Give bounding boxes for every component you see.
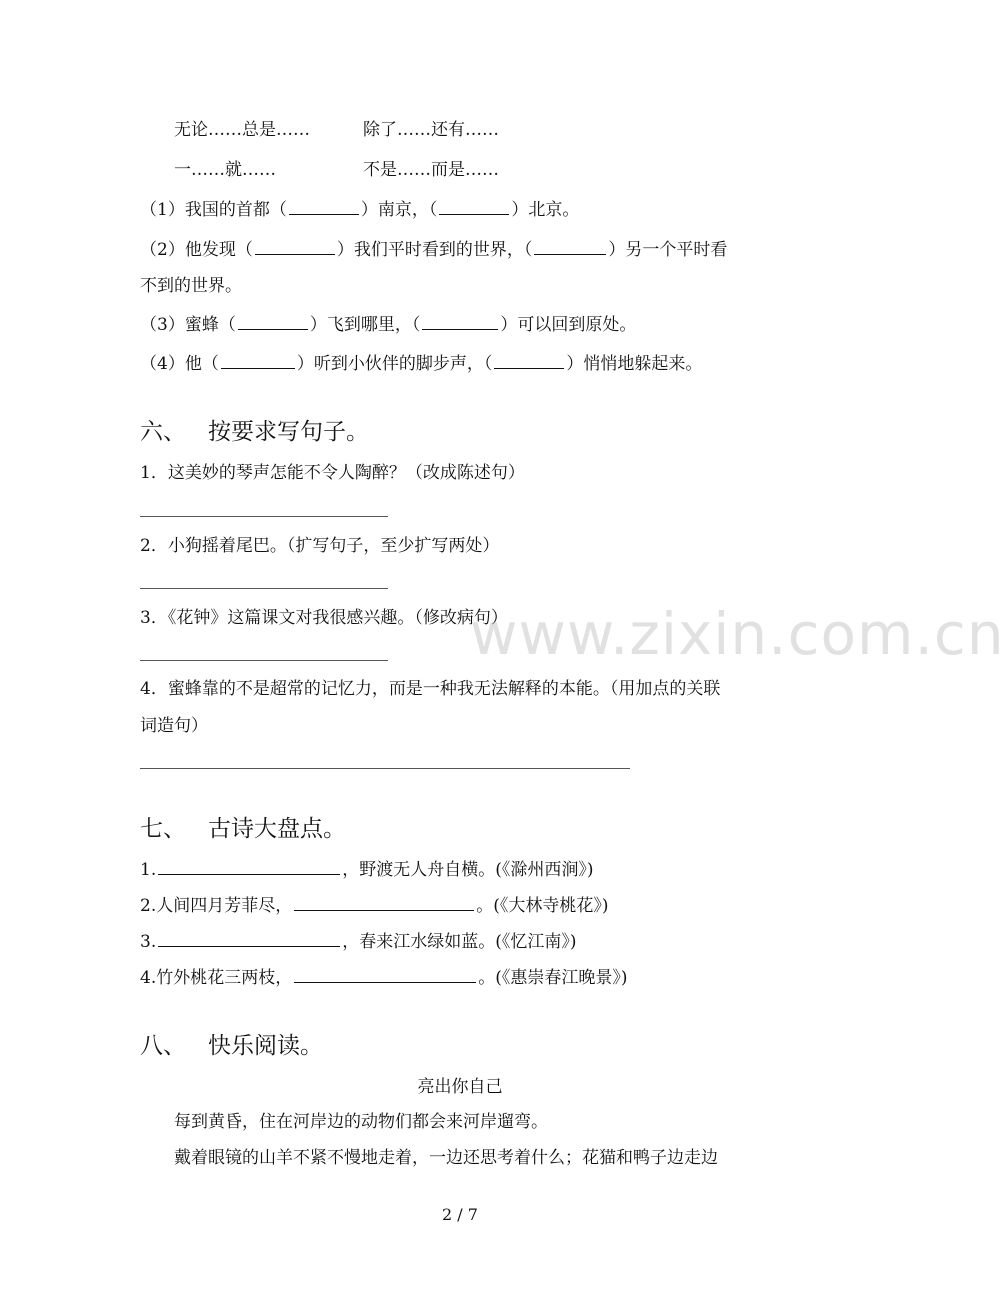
section-title: 按要求写句子。 bbox=[208, 419, 369, 445]
question-text: （2）他发现（ bbox=[140, 240, 253, 260]
question-text: ）悄悄地躲起来。 bbox=[566, 354, 703, 374]
page-number: 2 / 7 bbox=[442, 1205, 478, 1224]
question-text: 。(《惠崇春江晚景》) bbox=[478, 968, 628, 988]
question-text: ）可以回到原处。 bbox=[500, 315, 637, 335]
poem-question-1 bbox=[140, 858, 594, 882]
fill-question-1 bbox=[140, 198, 579, 222]
question-prompt: 3．《花钟》这篇课文对我很感兴趣。（修改病句） bbox=[140, 608, 508, 628]
poem-question-3 bbox=[140, 930, 577, 954]
conjunction-option: 不是……而是…… bbox=[363, 160, 499, 180]
section-number: 七、 bbox=[140, 816, 186, 842]
answer-blank[interactable] bbox=[238, 313, 308, 330]
answer-blank[interactable] bbox=[255, 238, 335, 255]
question-prompt: 2．小狗摇着尾巴。（扩写句子，至少扩写两处） bbox=[140, 536, 500, 556]
question-text: 。(《大林寺桃花》) bbox=[476, 896, 609, 916]
question-text: ）我们平时看到的世界，（ bbox=[336, 240, 533, 260]
question-text: （3）蜜蜂（ bbox=[140, 315, 236, 335]
question-text: 1. bbox=[140, 860, 157, 880]
section-heading bbox=[140, 1031, 323, 1061]
question-text-continued: 不到的世界。 bbox=[140, 276, 242, 296]
answer-blank[interactable] bbox=[534, 238, 606, 255]
fill-question-3 bbox=[140, 313, 636, 337]
question-text: ）听到小伙伴的脚步声，（ bbox=[296, 354, 493, 374]
question-text: ）北京。 bbox=[511, 200, 580, 220]
section-number: 六、 bbox=[140, 419, 186, 445]
question-text: ，春来江水绿如蓝。(《忆江南》) bbox=[342, 932, 577, 952]
answer-blank[interactable] bbox=[294, 966, 476, 983]
question-prompt-continued: 词造句） bbox=[140, 716, 208, 736]
watermark: www.zixin.com.cn bbox=[470, 600, 1005, 668]
answer-line[interactable] bbox=[140, 660, 388, 661]
conjunction-option: 无论……总是…… bbox=[174, 120, 310, 140]
answer-line[interactable] bbox=[140, 768, 630, 769]
conjunction-option: 除了……还有…… bbox=[363, 120, 499, 140]
section-number: 八、 bbox=[140, 1033, 186, 1059]
fill-question-2 bbox=[140, 238, 727, 262]
answer-blank[interactable] bbox=[158, 930, 340, 947]
question-text: ）飞到哪里，（ bbox=[309, 315, 421, 335]
answer-line[interactable] bbox=[140, 516, 388, 517]
question-text: （1）我国的首都（ bbox=[140, 200, 287, 220]
answer-line[interactable] bbox=[140, 588, 388, 589]
question-text: ）南京，（ bbox=[360, 200, 438, 220]
question-text: （4）他（ bbox=[140, 354, 219, 374]
section-title: 快乐阅读。 bbox=[208, 1033, 323, 1059]
answer-blank[interactable] bbox=[294, 894, 474, 911]
passage-paragraph: 每到黄昏，住在河岸边的动物们都会来河岸遛弯。 bbox=[174, 1112, 548, 1132]
answer-blank[interactable] bbox=[158, 858, 340, 875]
answer-blank[interactable] bbox=[289, 198, 359, 215]
question-text: 2.人间四月芳菲尽， bbox=[140, 896, 293, 916]
section-heading bbox=[140, 814, 346, 844]
passage-paragraph: 戴着眼镜的山羊不紧不慢地走着，一边还思考着什么；花猫和鸭子边走边 bbox=[174, 1148, 718, 1168]
question-prompt: 4．蜜蜂靠的不是超常的记忆力，而是一种我无法解释的本能。（用加点的关联 bbox=[140, 679, 721, 699]
fill-question-4 bbox=[140, 352, 702, 376]
section-title: 古诗大盘点。 bbox=[208, 816, 346, 842]
poem-question-2 bbox=[140, 894, 609, 918]
question-text: ，野渡无人舟自横。(《滁州西涧》) bbox=[342, 860, 594, 880]
question-prompt: 1．这美妙的琴声怎能不令人陶醉？（改成陈述句） bbox=[140, 463, 525, 483]
question-text: 4.竹外桃花三两枝， bbox=[140, 968, 293, 988]
answer-blank[interactable] bbox=[494, 352, 564, 369]
question-text: 3. bbox=[140, 932, 157, 952]
section-heading bbox=[140, 417, 369, 447]
answer-blank[interactable] bbox=[422, 313, 498, 330]
passage-title: 亮出你自己 bbox=[417, 1077, 503, 1097]
conjunction-option: 一……就…… bbox=[174, 160, 276, 180]
answer-blank[interactable] bbox=[439, 198, 509, 215]
question-text: ）另一个平时看 bbox=[608, 240, 728, 260]
poem-question-4 bbox=[140, 966, 628, 990]
answer-blank[interactable] bbox=[221, 352, 295, 369]
